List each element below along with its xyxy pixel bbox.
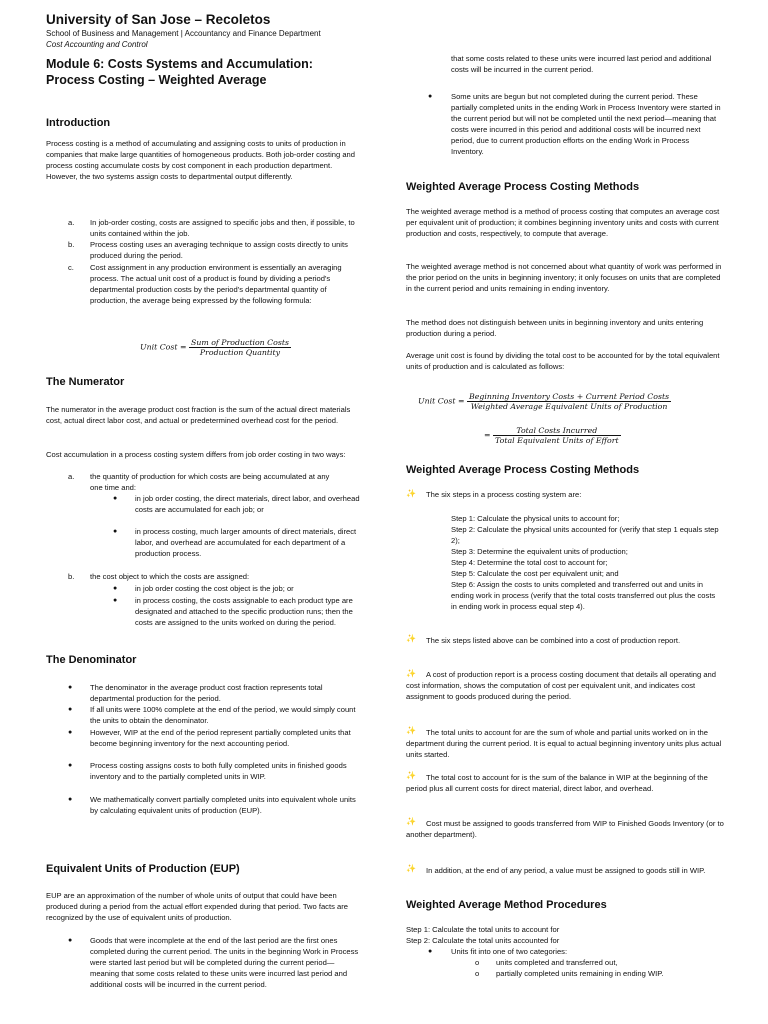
formula-numerator: Beginning Inventory Costs + Current Period Costs <box>469 392 670 401</box>
list-item: in process costing, much larger amounts of direct materials, direct labor, and overhead are accumulated for each department of a production process. <box>135 527 357 558</box>
bullet: ● <box>113 597 118 604</box>
bullet: ● <box>428 948 433 955</box>
list-item: Cost assignment in any production environment is essentially an averaging process. The actual unit cost of a product is found by dividing a period's departmental production costs by the period's departmental quantity of production, the average being expressed by the following formula: <box>90 263 342 305</box>
university-name: University of San Jose – Recoletos <box>46 12 271 27</box>
list-marker: c. <box>68 263 74 272</box>
note-item: In addition, at the end of any period, a value must be assigned to goods still in WIP. <box>426 866 706 875</box>
list-item: in process costing, the costs assignable to each product type are designated and attached to the specific production runs; then the costs are assigned to the units worked on during the period. <box>135 596 353 627</box>
bullet: ● <box>68 729 73 736</box>
list-item: In job-order costing, costs are assigned to specific jobs and then, if possible, to units contained within the job. <box>90 218 355 238</box>
weighted-unit-cost-formula <box>418 392 671 411</box>
list-item: Some units are begun but not completed during the current period. These partially completed units in the ending Work in Process Inventory were started in the current period but will not be completed until the next period—meaning that costs were incurred in this period and additional costs will be incurred next period, due to current production efforts on the ending Work in Process Inventory. <box>451 92 721 156</box>
sparkle-icon: ✨ <box>406 864 416 873</box>
bullet: ● <box>113 585 118 592</box>
intro-paragraph: Process costing is a method of accumulating and assigning costs to units of production in companies that make large quantities of homogeneous products. Both job-order costing and process costing accumulate costs by cost component in each production department. However, the two systems assign costs to departmental output differently. <box>46 139 356 181</box>
numerator-heading: The Numerator <box>46 376 125 388</box>
formula-fraction <box>493 426 621 445</box>
formula-fraction <box>189 338 291 357</box>
list-item: We mathematically convert partially completed units into equivalent whole units by calculating equivalent units of production (EUP). <box>90 795 356 815</box>
denominator-heading: The Denominator <box>46 654 137 666</box>
step-item: Step 1: Calculate the physical units to account for; <box>451 514 620 523</box>
formula-numerator: Total Costs Incurred <box>493 426 621 436</box>
procedures-heading: Weighted Average Method Procedures <box>406 899 607 911</box>
wa-paragraph-1: The weighted average method is a method of process costing that computes an average cost per equivalent unit of production; it combines beginning inventory units and costs with current production and costs, respectively, to compute that average. <box>406 207 720 238</box>
school-department: School of Business and Management | Accountancy and Finance Department <box>46 29 321 38</box>
list-item: in job order costing the cost object is the job; or <box>135 584 294 593</box>
sparkle-icon: ✨ <box>406 669 416 678</box>
note-item: The six steps listed above can be combined into a cost of production report. <box>426 636 681 645</box>
eup-heading: Equivalent Units of Production (EUP) <box>46 863 240 875</box>
list-marker: a. <box>68 218 75 227</box>
formula-lhs: Unit Cost = <box>140 342 187 352</box>
wa-methods-heading: Weighted Average Process Costing Methods <box>406 181 640 193</box>
formula-equals: = <box>484 430 491 440</box>
formula-lhs: Unit Cost = <box>418 396 465 406</box>
step-item: Step 6: Assign the costs to units completed and transferred out and units in ending work in process (verify that the total costs transferred out plus the costs in ending work in process equal step 4). <box>451 580 716 611</box>
numerator-paragraph-1: The numerator in the average product cost fraction is the sum of the actual direct materials cost, actual direct labor cost, and actual or predetermined overhead cost for the period. <box>46 405 351 425</box>
note-item: Cost must be assigned to goods transferred from WIP to Finished Goods Inventory (or to another department). <box>406 819 724 839</box>
wa-paragraph-3: The method does not distinguish between units in beginning inventory and units entering production during a period. <box>406 318 704 338</box>
eup-bullet1-tail: that some costs related to these units were incurred last period and additional costs will be incurred in the current period. <box>451 54 712 74</box>
formula-fraction <box>467 392 671 411</box>
formula-denominator: Production Quantity <box>199 348 281 357</box>
step-item: Step 4: Determine the total cost to account for; <box>451 558 608 567</box>
formula-denominator: Weighted Average Equivalent Units of Production <box>470 402 668 411</box>
bullet: ● <box>68 796 73 803</box>
list-item-continued <box>451 54 723 87</box>
list-marker-b: b. <box>68 572 75 581</box>
wa-steps-heading: Weighted Average Process Costing Methods <box>406 464 640 476</box>
intro-heading: Introduction <box>46 117 111 129</box>
list-item: the quantity of production for which costs are being accumulated at any one time and: <box>90 472 330 492</box>
list-marker-a: a. <box>68 472 75 481</box>
step-item: Step 2: Calculate the physical units accounted for (verify that step 1 equals step 2); <box>451 525 719 545</box>
list-item: If all units were 100% complete at the end of the period, we would simply count the units to obtain the denominator. <box>90 705 356 725</box>
bullet: ● <box>68 762 73 769</box>
numerator-paragraph-2: Cost accumulation in a process costing system differs from job order costing in two ways: <box>46 450 346 459</box>
sparkle-icon: ✨ <box>406 771 416 780</box>
unit-cost-formula <box>140 338 291 357</box>
list-item: Process costing uses an averaging technique to assign costs directly to units produced during the period. <box>90 240 348 260</box>
procedure-step: Step 1: Calculate the total units to account for <box>406 925 560 934</box>
note-item: A cost of production report is a process costing document that details all operating and cost information, shows the computation of cost per equivalent unit, and indicates cost assignment to goods produced during the period. <box>406 670 716 701</box>
bullet: ● <box>68 684 73 691</box>
steps-intro: The six steps in a process costing system are: <box>426 490 582 499</box>
note-item: The total cost to account for is the sum of the balance in WIP at the beginning of the period plus all current costs for direct material, direct labor, and overhead. <box>406 773 708 793</box>
sub-bullet: o <box>475 969 480 978</box>
step-item: Step 5: Calculate the cost per equivalent unit; and <box>451 569 619 578</box>
wa-paragraph-4: Average unit cost is found by dividing the total cost to be accounted for by the total equivalent units of production and is calculated as follows: <box>406 351 720 371</box>
sparkle-icon: ✨ <box>406 817 416 826</box>
bullet: ● <box>428 93 433 100</box>
sparkle-icon: ✨ <box>406 489 416 498</box>
formula-numerator: Sum of Production Costs <box>191 338 289 347</box>
course-name: Cost Accounting and Control <box>46 40 148 49</box>
note-item: The total units to account for are the sum of whole and partial units worked on in the department during the current period. It is equal to actual beginning inventory units plus actual units started. <box>406 728 722 759</box>
eup-paragraph: EUP are an approximation of the number of whole units of output that could have been produced during a period from the actual effort expended during that period. Two facts are recognized by the use of equivalent units of production. <box>46 891 348 922</box>
sub-list-item: partially completed units remaining in ending WIP. <box>496 969 664 978</box>
weighted-unit-cost-formula-2 <box>484 426 621 445</box>
sparkle-icon: ✨ <box>406 726 416 735</box>
sparkle-icon: ✨ <box>406 634 416 643</box>
sub-bullet: o <box>475 958 480 967</box>
module-title: Module 6: Costs Systems and Accumulation: Process Costing – Weighted Average <box>46 57 313 87</box>
list-item: in job order costing, the direct materials, direct labor, and overhead costs are accumulated for each job; or <box>135 494 360 514</box>
list-item: Goods that were incomplete at the end of the last period are the first ones completed during the current period. The units in the beginning Work in Process were started last period but will be completed during the current period—meaning that some costs related to these units were incurred last period and additional costs will be incurred in the current period. <box>90 936 359 989</box>
list-item: The denominator in the average product cost fraction represents total departmental production for the period. <box>90 683 323 703</box>
list-item: Units fit into one of two categories: <box>451 947 568 956</box>
list-item: Process costing assigns costs to both fully completed units in finished goods inventory and to the partially completed units in WIP. <box>90 761 347 781</box>
formula-denominator: Total Equivalent Units of Effort <box>495 436 619 445</box>
bullet: ● <box>113 528 118 535</box>
bullet: ● <box>68 937 73 944</box>
list-marker: b. <box>68 240 75 249</box>
bullet: ● <box>68 706 73 713</box>
bullet: ● <box>113 495 118 502</box>
sub-list-item: units completed and transferred out, <box>496 958 618 967</box>
list-item: However, WIP at the end of the period represent partially completed units that become beginning inventory for the next accounting period. <box>90 728 351 748</box>
list-item: the cost object to which the costs are assigned: <box>90 572 250 581</box>
wa-paragraph-2: The weighted average method is not concerned about what quantity of work was performed in the prior period on the units in beginning inventory; it only focuses on units that are completed in the current period and units remaining in ending inventory. <box>406 262 722 293</box>
step-item: Step 3: Determine the equivalent units of production; <box>451 547 628 556</box>
procedure-step: Step 2: Calculate the total units accounted for <box>406 936 560 945</box>
